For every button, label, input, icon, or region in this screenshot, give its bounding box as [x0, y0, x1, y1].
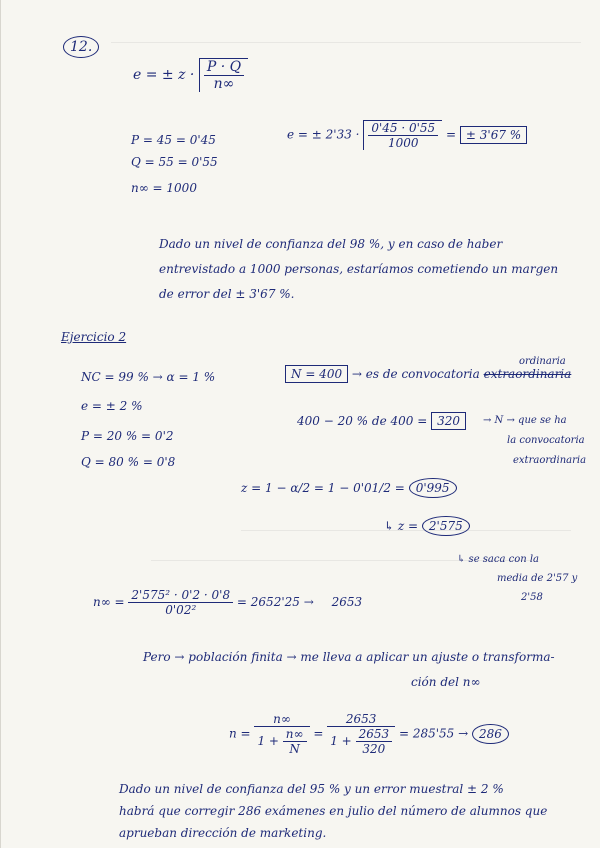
z-value-prefix: ↳ z = [384, 519, 419, 533]
n-final-calc [229, 712, 509, 756]
n-final-eq1: = [313, 726, 324, 741]
z-result-circle: 0'995 [409, 478, 457, 498]
conclusion-2 [119, 778, 589, 844]
n-final-den-a: 1 + [257, 734, 279, 748]
struck-word: extraordinaria [483, 367, 572, 381]
q-line-2: Q = 80 % = 0'8 [81, 455, 176, 469]
nq-note [483, 411, 586, 471]
media-note-line: 2'58 [521, 592, 543, 603]
conclusion-1 [159, 232, 579, 307]
nq-note-line: extraordinaria [513, 455, 587, 466]
q-value-line: Q = 55 = 0'55 [131, 155, 218, 169]
n-final-num: n∞ [254, 712, 309, 727]
nc-line: NC = 99 % → α = 1 % [81, 370, 216, 384]
n-population-box: N = 400 [285, 365, 348, 383]
n-inf-rounded: 2653 [331, 595, 363, 609]
n-inf-den: 0'02² [165, 603, 197, 617]
n-final-den2-b: 2653 [356, 727, 393, 742]
pero-text-line: Pero → población finita → me lleva a aplicar un ajuste o transforma- [143, 650, 555, 664]
formula-lhs: e = [133, 67, 158, 83]
n-population [285, 365, 571, 383]
convocatoria-label: → es de convocatoria [351, 367, 480, 381]
p-value-line: P = 45 = 0'45 [131, 133, 216, 147]
conclusion-1-line: entrevistado a 1000 personas, estaríamos cometiendo un margen [159, 262, 559, 276]
result-320-box: 320 [431, 412, 466, 430]
n-infinite-calc [93, 588, 362, 617]
p-line-2: P = 20 % = 0'2 [81, 429, 174, 443]
n-final-den-b: n∞ [283, 727, 307, 742]
formula-rad-den: n∞ [213, 76, 235, 92]
n-final-den2-c: 320 [362, 742, 386, 756]
show-through-line [111, 42, 581, 43]
conclusion-2-line: aprueban dirección de marketing. [119, 826, 327, 840]
z-value [384, 516, 470, 536]
calc-400 [297, 412, 466, 430]
nq-note-line: la convocatoria [507, 435, 585, 446]
formula-rad-num: P · Q [204, 59, 244, 76]
media-note-line: ↳ se saca con la [457, 554, 540, 565]
n-inf-num: 2'575² · 0'2 · 0'8 [128, 588, 233, 603]
n-final-eq2: = 285'55 → [398, 726, 469, 741]
z-calculation [241, 478, 457, 498]
conclusion-2-line: habrá que corregir 286 exámenes en julio del número de alumnos que [119, 804, 548, 818]
pero-text-line: ción del n∞ [411, 675, 481, 689]
media-note [457, 550, 577, 607]
calc-rad-num: 0'45 · 0'55 [368, 121, 438, 136]
problem-number-text: 12. [63, 36, 99, 58]
n-final-den-c: N [289, 742, 300, 756]
calc-400-text: 400 − 20 % de 400 = [297, 414, 428, 428]
conclusion-1-line: de error del ± 3'67 %. [159, 287, 295, 301]
conclusion-1-line: Dado un nivel de confianza del 98 %, y en caso de haber [159, 237, 503, 251]
exercise-2-title: Ejercicio 2 [61, 330, 127, 344]
n-final-lhs: n = [229, 726, 251, 741]
e-line: e = ± 2 % [81, 399, 143, 413]
pero-text [143, 645, 583, 695]
z-value-circle: 2'575 [422, 516, 470, 536]
n-inf-eq: = 2652'25 → [236, 595, 314, 609]
n-final-num2: 2653 [327, 712, 395, 727]
ordinaria-note: ordinaria [519, 356, 566, 367]
media-note-line: media de 2'57 y [497, 573, 578, 584]
n-value-line: n∞ = 1000 [131, 181, 197, 195]
margin-error-formula [133, 58, 248, 92]
conclusion-2-line: Dado un nivel de confianza del 95 % y un error muestral ± 2 % [119, 782, 504, 796]
calc-rad-den: 1000 [387, 136, 419, 150]
calc-lhs: e = ± 2'33 · [287, 127, 360, 142]
nq-note-line: → N → que se ha [483, 415, 567, 426]
error-calculation [287, 120, 527, 150]
calc-eq: = [446, 127, 457, 142]
calc-result-box: ± 3'67 % [460, 126, 527, 144]
n-final-den2-a: 1 + [330, 734, 352, 748]
problem-number [63, 36, 99, 58]
n-inf-lhs: n∞ = [93, 595, 125, 609]
formula-pm: ± z · [161, 67, 195, 83]
z-line: z = 1 − α/2 = 1 − 0'01/2 = [241, 481, 405, 495]
n-final-result-circle: 286 [472, 724, 509, 744]
